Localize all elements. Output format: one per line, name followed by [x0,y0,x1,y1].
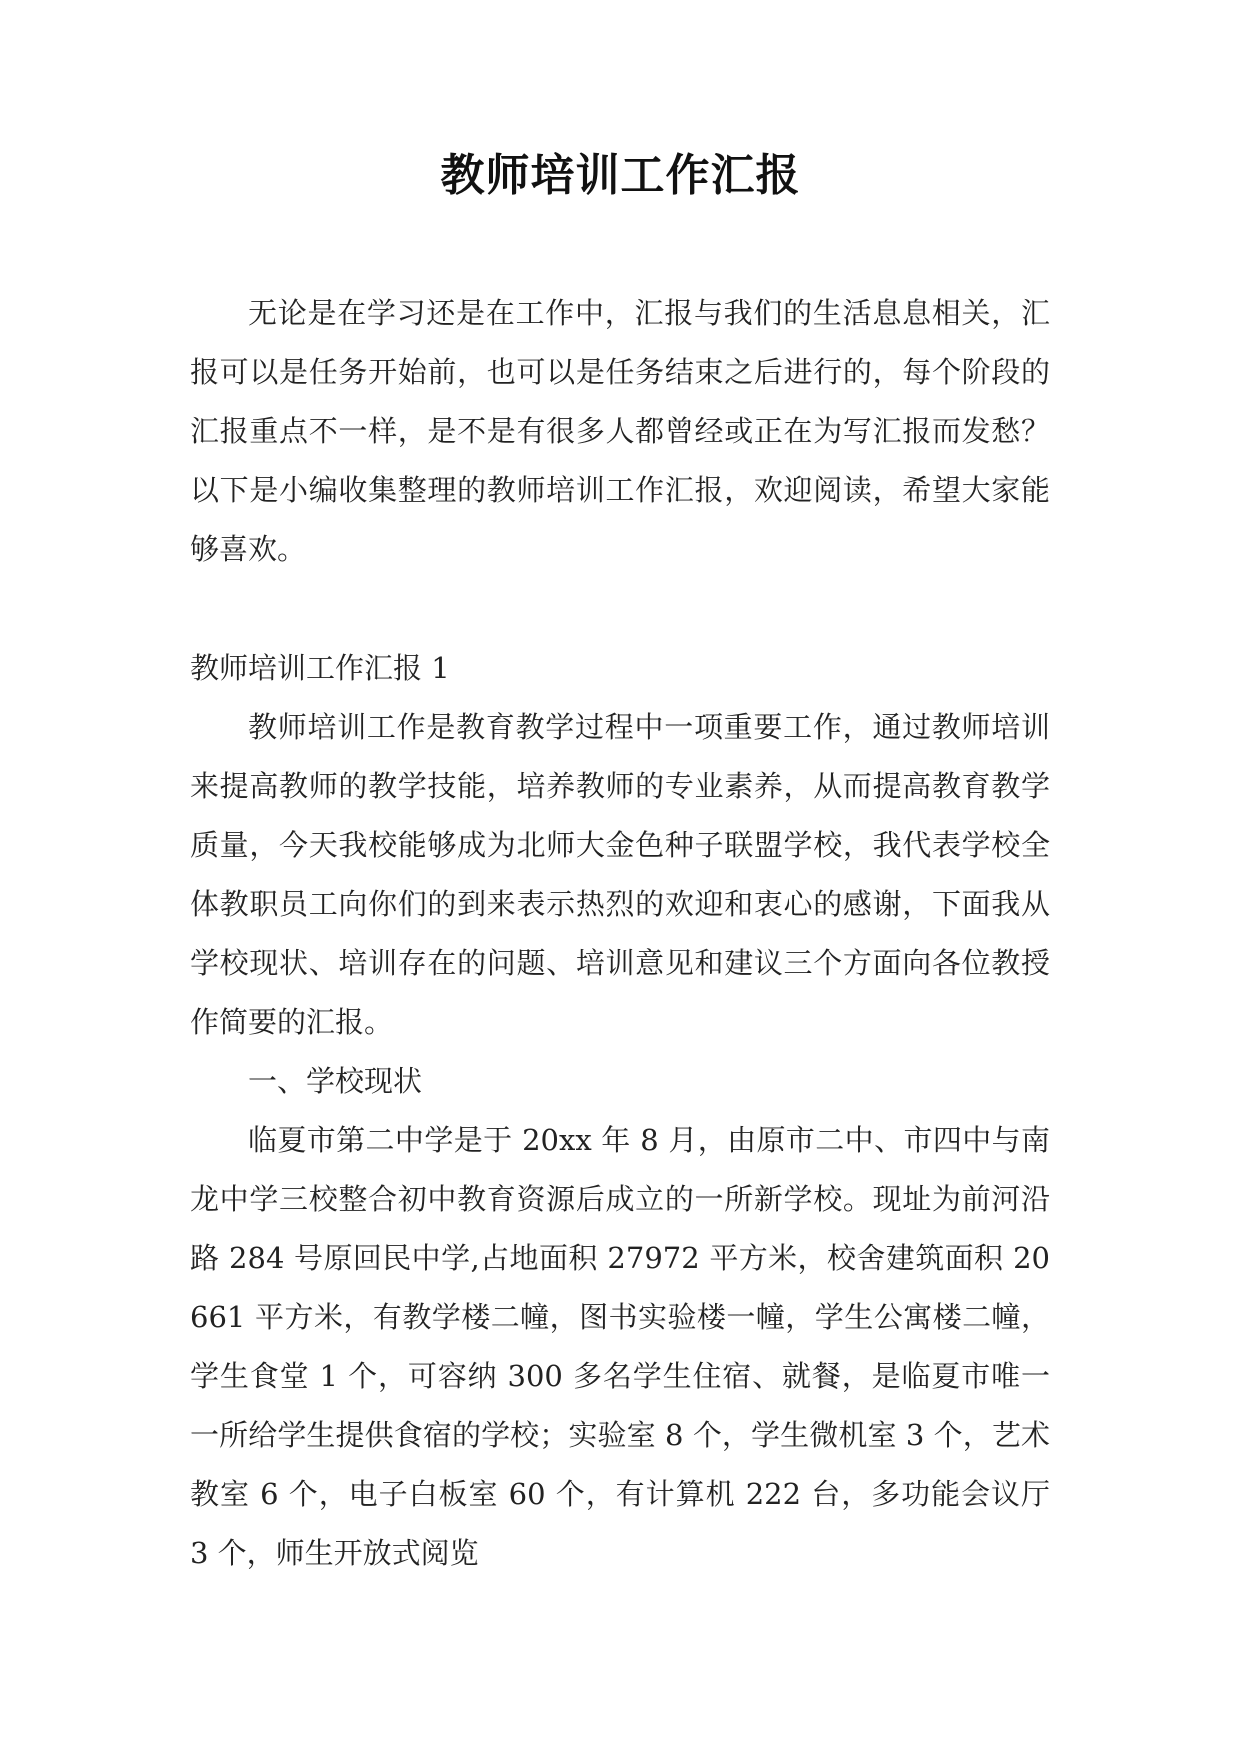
document-title: 教师培训工作汇报 [440,150,801,201]
body-paragraph: 临夏市第二中学是于 20xx 年 8 月，由原市二中、市四中与南龙中学三校整合初中教育资源后成立的一所新学校。现址为前河沿路 284 号原回民中学,占地面积 27972 平方米，校舍建筑面积 20661 平方米，有教学楼二幢，图书实验楼一幢，学生公寓楼二幢，学生食堂 1 个，可容纳 300 多名学生住宿、就餐，是临夏市唯一一所给学生提供食宿的学校；实验室 8 个，学生微机室 3 个，艺术教室 6 个，电子白板室 60 个，有计算机 222 台，多功能会议厅 3 个，师生开放式阅览 [190,1123,1050,1570]
document-body [190,284,1050,1583]
section-title: 教师培训工作汇报 1 [190,651,450,685]
subsection-heading: 一、学校现状 [248,1064,423,1098]
intro-paragraph: 无论是在学习还是在工作中，汇报与我们的生活息息相关，汇报可以是任务开始前，也可以是任务结束之后进行的，每个阶段的汇报重点不一样，是不是有很多人都曾经或正在为写汇报而发愁？以下是小编收集整理的教师培训工作汇报，欢迎阅读，希望大家能够喜欢。 [190,296,1050,566]
body-paragraph: 教师培训工作是教育教学过程中一项重要工作，通过教师培训来提高教师的教学技能，培养教师的专业素养，从而提高教育教学质量，今天我校能够成为北师大金色种子联盟学校，我代表学校全体教职员工向你们的到来表示热烈的欢迎和衷心的感谢，下面我从学校现状、培训存在的问题、培训意见和建议三个方面向各位教授作简要的汇报。 [190,710,1050,1039]
